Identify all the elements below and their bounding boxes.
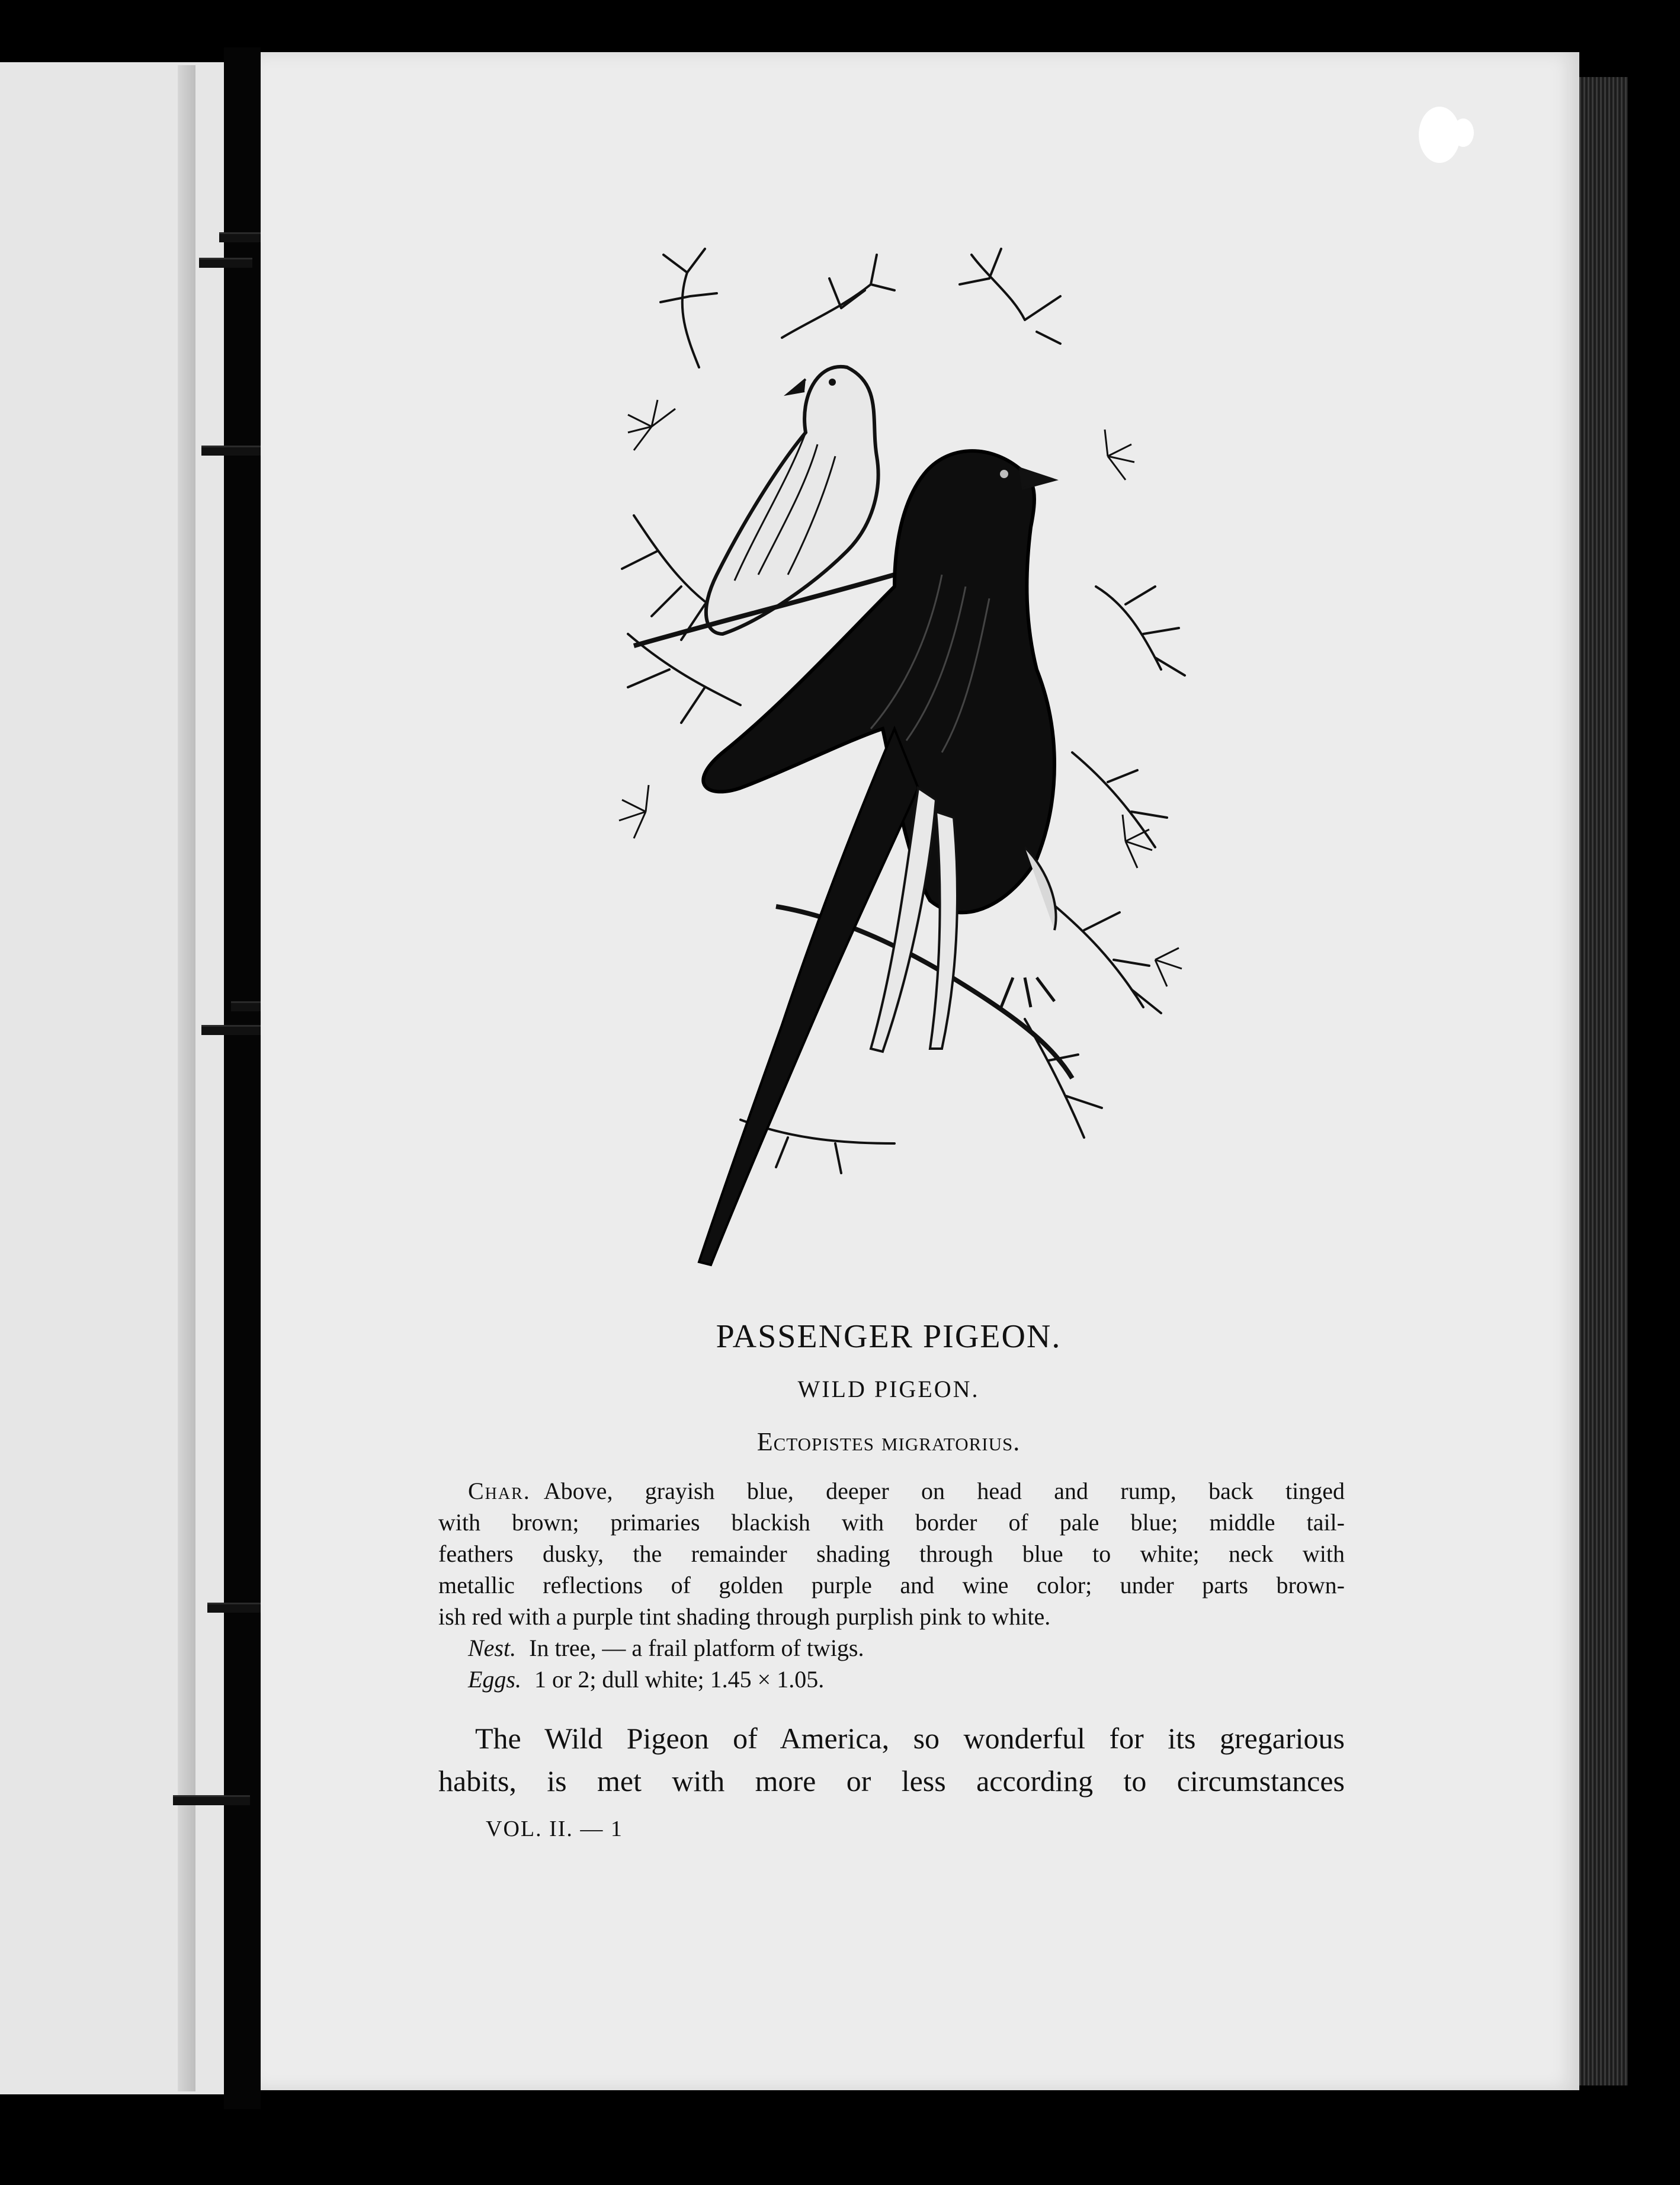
- characteristics-text: Above, grayish blue, deeper on head and rump, back tinged: [543, 1478, 1345, 1504]
- species-title: PASSENGER PIGEON.: [716, 1318, 1062, 1355]
- characteristics-line: feathers dusky, the remainder shading through blue to white; neck with: [438, 1540, 1345, 1567]
- eggs-line: [438, 1664, 1345, 1695]
- species-common-name: WILD PIGEON.: [797, 1376, 980, 1402]
- binding-stitch: [173, 1795, 250, 1805]
- back-pigeon: [706, 367, 879, 634]
- body-line: The Wild Pigeon of America, so wonderful for its gregarious: [475, 1722, 1345, 1755]
- characteristics-line: with brown; primaries blackish with border of pale blue; middle tail-: [438, 1509, 1345, 1536]
- body-line: habits, is met with more or less according to circumstances: [438, 1764, 1345, 1798]
- nest-line: [438, 1632, 1345, 1664]
- eggs-text: 1 or 2; dull white; 1.45 × 1.05.: [534, 1666, 825, 1693]
- binding-stitch: [199, 258, 252, 268]
- volume-signature: VOL. II. — 1: [486, 1816, 623, 1841]
- characteristics-label: Char.: [468, 1478, 531, 1504]
- characteristics-line: ish red with a purple tint shading through purplish pink to white.: [438, 1603, 1051, 1630]
- characteristics-line: metallic reflections of golden purple and wine color; under parts brown-: [438, 1572, 1345, 1598]
- body-paragraph: [438, 1717, 1345, 1802]
- characteristics-block: [438, 1475, 1345, 1695]
- nest-label: Nest.: [468, 1635, 517, 1661]
- paper-blemish: [1453, 118, 1474, 147]
- left-page-shadow: [178, 65, 195, 2091]
- nest-text: In tree, — a frail platform of twigs.: [529, 1635, 864, 1661]
- species-headings: [438, 1309, 1339, 1469]
- page-edges: [1579, 77, 1628, 2085]
- species-scientific-name: Ectopistes migratorius.: [756, 1427, 1021, 1456]
- eggs-label: Eggs.: [468, 1666, 521, 1693]
- characteristics-line: [438, 1475, 1345, 1507]
- pigeon-illustration: [563, 219, 1214, 1274]
